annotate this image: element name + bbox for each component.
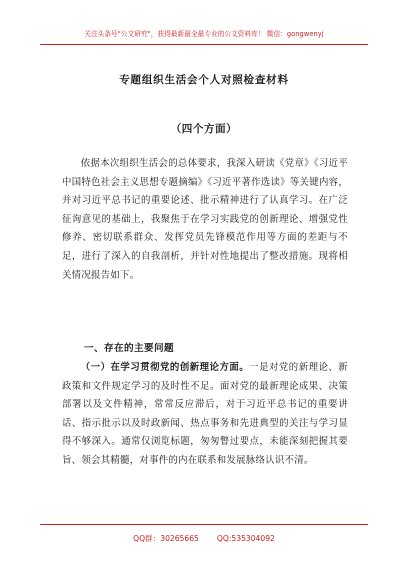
footer-divider — [40, 524, 368, 525]
document-title: 专题组织生活会个人对照检查材料 — [119, 74, 289, 86]
qq-text: QQ:535304092 — [216, 534, 275, 543]
section-heading: 一、存在的主要问题 — [84, 343, 174, 354]
document-subtitle: （四个方面） — [170, 123, 238, 135]
point-one-paragraph — [62, 359, 348, 471]
header-divider — [40, 44, 368, 45]
point-one-lead: （一）在学习贯彻党的创新理论方面。 — [80, 362, 250, 373]
intro-paragraph: 依据本次组织生活会的总体要求，我深入研读《党章》《习近平中国特色社会主义思想专题摘编》《习近平著作选读》等关键内容，并对习近平总书记的重要论述、批示精神进行了认真学习。在广泛征询意见的基础上，我聚焦于在学习实践党的创新理论、增强党性修养、密切联系群众、发挥党员先锋模范作用等方面的差距与不足，进行了深入的自我剖析，并针对性地提出了整改措施。现将相关情况报告如下。 — [62, 158, 348, 281]
point-one-body: 一是对党的新理论、新政策和文件规定学习的及时性不足。面对党的最新理论成果、决策部署以及文件精神，常常反应滞后，对于习近平总书记的重要讲话、指示批示以及时政新闻、热点事务和先进典型的关注与学习显得不够深入。通常仅浏览标题，匆匆瞥过要点，未能深刻把握其要旨、领会其精髓，对事件的内在联系和发展脉络认识不清。 — [62, 362, 348, 466]
qq-group-text: QQ群：30265665 — [133, 534, 199, 543]
footer-note — [0, 533, 408, 544]
header-note: 关注头条号"公文研究"，获得最新最全最专业的公文资料库！ 微信：gongwenyj — [84, 30, 324, 38]
